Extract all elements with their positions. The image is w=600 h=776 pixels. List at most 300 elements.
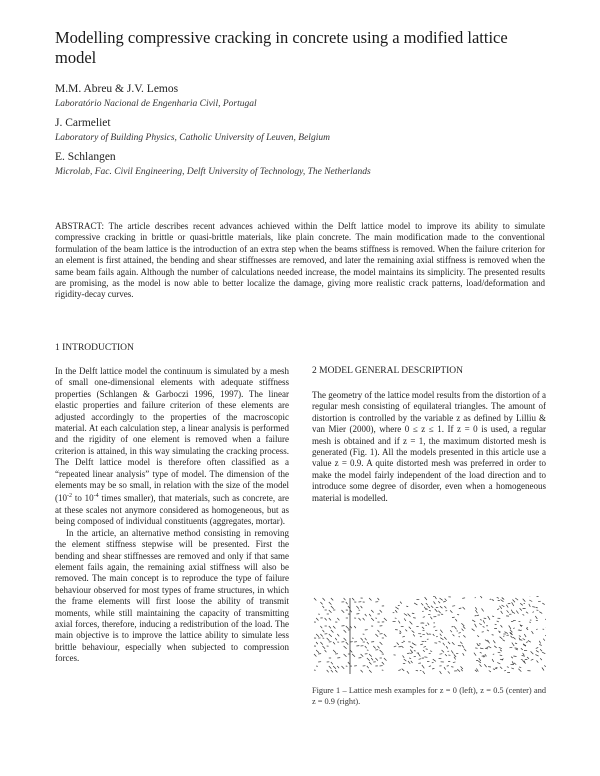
section-1-heading: 1 INTRODUCTION — [55, 343, 134, 353]
mesh-segment — [432, 668, 434, 669]
mesh-segment — [451, 650, 453, 653]
mesh-segment — [485, 640, 488, 642]
mesh-segment — [487, 630, 489, 631]
mesh-segment — [440, 606, 442, 608]
mesh-segment — [519, 636, 521, 637]
mesh-segment — [421, 603, 423, 605]
mesh-segment — [497, 621, 499, 622]
mesh-segment — [333, 642, 335, 644]
mesh-segment — [445, 599, 447, 601]
mesh-segment — [512, 643, 514, 647]
mesh-segment — [378, 630, 380, 632]
mesh-segment — [485, 654, 487, 656]
mesh-segment — [485, 648, 488, 649]
abstract: ABSTRACT: The article describes recent advances achieved within the Delft lattice model to improve its ability to simulate compressive cracking in brittle or quasi-brittle materials, like plain concrete. The main modification made to the conventional formulation of the beam lattice is the introduction of an extra step when the beams stiffness is removed. When the failure criterion for an element is first attained, the bending and shear stiffnesses are removed, and later the remaining axial stiffness is removed when the same beam fails again. Although the number of calculations needed increase, the model maintains its simplicity. The presented results are promising, as the model is now able to better localize the damage, giving more realistic crack patterns, load/deformation and rigidity-decay curves. — [55, 221, 545, 300]
mesh-segment — [510, 630, 512, 633]
mesh-segment — [320, 602, 322, 604]
mesh-segment — [407, 653, 410, 654]
mesh-segment — [511, 668, 514, 669]
mesh-segment — [371, 658, 373, 660]
mesh-segment — [498, 631, 500, 632]
mesh-segment — [337, 618, 339, 620]
mesh-segment — [452, 617, 455, 618]
mesh-segment — [346, 602, 348, 604]
mesh-segment — [333, 666, 336, 669]
mesh-segment — [348, 662, 350, 664]
mesh-segment — [371, 610, 373, 613]
mesh-segment — [509, 626, 511, 629]
lattice-mesh-figure — [312, 596, 546, 678]
mesh-segment — [450, 630, 452, 632]
paper-title: Modelling compressive cracking in concrete using a modified lattice model — [55, 28, 508, 67]
mesh-segment — [320, 634, 322, 637]
mesh-segment — [331, 598, 333, 600]
mesh-segment — [414, 603, 417, 605]
mesh-segment — [409, 658, 411, 659]
mesh-segment — [337, 666, 339, 668]
mesh-segment — [344, 630, 347, 633]
mesh-segment — [477, 635, 479, 636]
mesh-segment — [532, 631, 534, 634]
mesh-segment — [329, 618, 331, 620]
mesh-segment — [429, 666, 431, 667]
mesh-segment — [418, 653, 420, 656]
mesh-segment — [498, 652, 501, 653]
mesh-segment — [424, 607, 426, 610]
mesh-segment — [440, 654, 443, 655]
mesh-segment — [380, 642, 383, 645]
mesh-segment — [460, 642, 462, 644]
mesh-segment — [399, 633, 401, 634]
mesh-segment — [531, 659, 534, 660]
mesh-segment — [459, 608, 462, 609]
mesh-segment — [359, 618, 361, 620]
mesh-segment — [375, 634, 378, 637]
mesh-segment — [515, 643, 517, 644]
mesh-segment — [488, 616, 490, 620]
mesh-segment — [365, 646, 367, 648]
mesh-segment — [531, 651, 534, 654]
mesh-segment — [451, 667, 453, 668]
mesh-segment — [331, 670, 333, 672]
mesh-segment — [455, 619, 457, 621]
mesh-segment — [446, 646, 448, 648]
mesh-segment — [384, 658, 387, 661]
mesh-segment — [329, 634, 332, 637]
mesh-segment — [488, 640, 490, 643]
mesh-segment — [529, 622, 531, 623]
mesh-segment — [536, 650, 539, 652]
mesh-segment — [414, 645, 416, 646]
mesh-segment — [527, 657, 529, 659]
mesh-segment — [367, 666, 369, 668]
mesh-segment — [472, 629, 475, 631]
mesh-segment — [444, 637, 446, 640]
mesh-segment — [516, 649, 518, 650]
mesh-segment — [323, 646, 326, 649]
mesh-segment — [422, 634, 424, 635]
mesh-segment — [512, 661, 514, 664]
intro-text-c: times smaller), that materials, such as concrete, are at these scales not anymore considered as homogeneous, but as being composed of individual constituents (aggregates, mortar). — [55, 493, 289, 527]
mesh-segment — [494, 646, 496, 648]
mesh-segment — [457, 669, 460, 672]
author-2-name: J. Carmeliet — [55, 117, 111, 129]
mesh-segment — [410, 646, 413, 648]
mesh-segment — [365, 614, 367, 616]
mesh-segment — [500, 655, 503, 656]
mesh-segment — [483, 620, 485, 623]
mesh-segment — [408, 661, 410, 664]
mesh-segment — [442, 650, 444, 652]
mesh-segment — [369, 670, 372, 673]
intro-paragraph-2: In the article, an alternative method consisting in removing the element stiffness stepwise will be presented. First the bending and shear stiffnesses are removed and only if that same element fails again, the remaining axial stiffness will also be removed. The main concept is to reproduce the type of failure behaviour observed for most types of frame structures, in which the frame elements will first loose the ability of transmit moments, while still maintaining the capacity of transmitting axial forces, therefore, inducing a redistribution of the load. The main objective is to improve the lattice ability to simulate less brittle behaviour, especially when subjected to compression forces. — [55, 527, 289, 664]
mesh-segment — [320, 642, 322, 645]
section-1-body — [55, 366, 289, 665]
mesh-segment — [369, 654, 372, 657]
mesh-segment — [440, 638, 443, 640]
mesh-segment — [419, 659, 422, 660]
mesh-segment — [333, 650, 336, 653]
mesh-segment — [435, 609, 438, 612]
mesh-segment — [323, 630, 325, 632]
mesh-segment — [395, 607, 398, 609]
mesh-segment — [402, 669, 405, 671]
mesh-segment — [506, 605, 508, 608]
mesh-segment — [479, 624, 482, 625]
mesh-segment — [411, 661, 413, 663]
mesh-segment — [361, 606, 363, 608]
mesh-segment — [352, 598, 354, 600]
mesh-segment — [333, 626, 335, 629]
exponent-1: -2 — [67, 493, 72, 500]
mesh-segment — [398, 670, 401, 671]
mesh-segment — [405, 630, 407, 632]
mesh-segment — [382, 662, 384, 665]
mesh-segment — [380, 610, 382, 613]
mesh-segment — [403, 655, 405, 657]
mesh-segment — [320, 626, 322, 628]
mesh-segment — [492, 635, 494, 636]
mesh-segment — [448, 671, 450, 673]
mesh-segment — [356, 606, 359, 609]
mesh-segment — [492, 600, 494, 601]
mesh-segment — [461, 623, 464, 626]
mesh-segment — [424, 646, 426, 647]
mesh-segment — [342, 610, 345, 613]
mesh-segment — [443, 643, 445, 646]
mesh-segment — [461, 666, 463, 669]
mesh-segment — [523, 653, 525, 655]
mesh-segment — [413, 618, 416, 619]
mesh-segment — [513, 600, 516, 603]
mesh-segment — [462, 645, 464, 648]
mesh-segment — [425, 597, 427, 600]
mesh-segment — [472, 620, 475, 622]
mesh-segment — [522, 656, 525, 657]
mesh-segment — [369, 598, 371, 601]
mesh-segment — [493, 669, 495, 670]
mesh-segment — [499, 647, 502, 648]
mesh-segment — [478, 661, 481, 663]
mesh-segment — [477, 615, 479, 616]
mesh-segment — [342, 666, 345, 669]
mesh-segment — [316, 650, 319, 653]
mesh-segment — [428, 623, 430, 625]
mesh-segment — [529, 600, 532, 602]
mesh-segment — [501, 625, 503, 627]
mesh-segment — [452, 642, 455, 644]
mesh-segment — [519, 630, 521, 631]
mesh-segment — [502, 640, 504, 642]
mesh-segment — [513, 656, 516, 657]
mesh-segment — [384, 634, 387, 637]
mesh-segment — [454, 626, 456, 629]
mesh-segment — [429, 610, 431, 611]
mesh-segment — [523, 639, 525, 641]
mesh-segment — [452, 606, 455, 607]
mesh-segment — [510, 632, 512, 633]
mesh-segment — [511, 657, 513, 659]
mesh-segment — [529, 604, 531, 607]
mesh-segment — [443, 601, 446, 602]
mesh-segment — [542, 668, 544, 671]
author-3-name: E. Schlangen — [55, 151, 116, 163]
mesh-segment — [375, 658, 378, 661]
mesh-segment — [420, 644, 423, 645]
mesh-segment — [461, 669, 463, 671]
mesh-z-0.5 — [393, 597, 467, 674]
mesh-segment — [543, 639, 545, 641]
mesh-segment — [482, 656, 485, 657]
author-2-affiliation: Laboratory of Building Physics, Catholic University of Leuven, Belgium — [55, 133, 330, 143]
mesh-segment — [477, 643, 479, 646]
mesh-segment — [515, 598, 518, 600]
mesh-segment — [475, 607, 477, 610]
mesh-segment — [512, 612, 515, 614]
mesh-segment — [447, 666, 449, 667]
mesh-segment — [412, 613, 414, 614]
mesh-segment — [361, 638, 363, 641]
mesh-segment — [402, 646, 404, 648]
mesh-segment — [475, 616, 477, 617]
mesh-segment — [327, 638, 330, 641]
mesh-segment — [344, 638, 347, 641]
mesh-segment — [501, 611, 503, 614]
mesh-segment — [497, 597, 499, 598]
mesh-segment — [438, 611, 440, 613]
mesh-segment — [404, 614, 407, 616]
mesh-segment — [545, 619, 546, 621]
mesh-segment — [535, 616, 537, 619]
mesh-segment — [430, 651, 432, 652]
mesh-segment — [489, 647, 491, 648]
mesh-segment — [409, 627, 411, 629]
mesh-segment — [536, 648, 538, 649]
mesh-segment — [480, 664, 482, 666]
mesh-segment — [520, 603, 523, 605]
mesh-segment — [430, 617, 432, 620]
mesh-segment — [492, 659, 494, 662]
mesh-segment — [325, 650, 327, 652]
mesh-segment — [335, 670, 337, 672]
mesh-segment — [346, 626, 349, 629]
intro-paragraph-1 — [55, 366, 289, 528]
mesh-segment — [537, 661, 539, 663]
mesh-segment — [335, 638, 337, 640]
mesh-segment — [327, 670, 329, 672]
mesh-segment — [354, 626, 356, 628]
mesh-segment — [404, 618, 406, 621]
mesh-segment — [484, 664, 486, 667]
mesh-segment — [344, 654, 347, 657]
mesh-segment — [463, 607, 465, 609]
mesh-segment — [500, 667, 502, 669]
mesh-segment — [454, 657, 456, 660]
mesh-segment — [316, 634, 319, 637]
mesh-segment — [462, 629, 464, 631]
mesh-segment — [384, 618, 387, 621]
mesh-segment — [463, 653, 465, 656]
mesh-segment — [422, 627, 424, 629]
mesh-segment — [398, 621, 400, 624]
mesh-segment — [427, 633, 429, 635]
intro-text-a: In the Delft lattice model the continuum is simulated by a mesh of small one-dimensional elements with adequate stiffness properties (Schlangen & Garboczi 1996, 1997). The linear elastic properties and failure criterion of these elements are adjusted accordingly to the properties of the macroscopic material. At each calculation step, a linear analysis is performed and the rigidity of one element is removed when a failure criterion is attained, in this way simulating the cracking process. The Delft lattice model is therefore often classified as a “repeated linear analysis” type of model. The dimension of the elements may be so small, in relation with the size of the model (10 — [55, 366, 289, 504]
mesh-segment — [329, 610, 332, 613]
mesh-segment — [463, 626, 465, 628]
mesh-segment — [528, 640, 531, 642]
mesh-segment — [501, 600, 504, 602]
author-3-affiliation: Microlab, Fac. Civil Engineering, Delft University of Technology, The Netherlands — [55, 167, 371, 177]
mesh-segment — [500, 606, 502, 609]
mesh-segment — [448, 642, 450, 644]
mesh-segment — [410, 653, 413, 654]
mesh-segment — [406, 606, 408, 607]
mesh-segment — [464, 649, 466, 651]
mesh-segment — [493, 640, 495, 643]
mesh-segment — [463, 635, 465, 637]
mesh-segment — [507, 667, 509, 668]
mesh-segment — [542, 652, 545, 654]
mesh-segment — [329, 602, 332, 605]
mesh-segment — [511, 610, 512, 612]
mesh-segment — [423, 650, 425, 652]
mesh-segment — [524, 634, 526, 637]
mesh-segment — [367, 658, 370, 661]
mesh-segment — [416, 670, 418, 671]
mesh-segment — [515, 648, 518, 649]
mesh-segment — [545, 635, 546, 636]
mesh-segment — [450, 610, 452, 612]
mesh-segment — [505, 632, 508, 634]
mesh-segment — [440, 598, 443, 600]
mesh-segment — [331, 662, 333, 664]
mesh-segment — [423, 617, 425, 618]
mesh-z-0 — [314, 598, 387, 674]
mesh-segment — [544, 666, 546, 667]
mesh-segment — [513, 637, 515, 639]
mesh-segment — [489, 671, 491, 672]
mesh-segment — [475, 670, 477, 672]
mesh-segment — [483, 627, 485, 628]
mesh-segment — [410, 621, 413, 624]
mesh-segment — [371, 618, 374, 621]
mesh-segment — [407, 671, 409, 674]
mesh-segment — [513, 628, 515, 629]
mesh-segment — [325, 618, 327, 620]
mesh-segment — [542, 603, 544, 605]
mesh-segment — [440, 630, 442, 633]
mesh-segment — [431, 606, 433, 608]
mesh-segment — [426, 649, 428, 650]
mesh-segment — [323, 598, 326, 601]
mesh-segment — [479, 658, 481, 661]
mesh-segment — [526, 642, 528, 643]
mesh-segment — [363, 618, 365, 620]
mesh-segment — [512, 602, 514, 606]
figure-1-caption: Figure 1 – Lattice mesh examples for z = 0 (left), z = 0.5 (center) and z = 0.9 (right). — [312, 686, 546, 706]
mesh-segment — [523, 599, 526, 602]
mesh-segment — [453, 662, 456, 663]
mesh-segment — [413, 634, 415, 636]
mesh-segment — [497, 609, 499, 610]
mesh-segment — [540, 658, 542, 660]
mesh-segment — [439, 642, 441, 643]
mesh-segment — [361, 654, 364, 657]
mesh-segment — [444, 667, 446, 669]
mesh-segment — [538, 601, 541, 602]
mesh-segment — [434, 601, 436, 604]
mesh-segment — [502, 605, 505, 607]
mesh-segment — [475, 624, 477, 628]
section-2-body — [312, 390, 546, 504]
mesh-segment — [395, 610, 397, 613]
mesh-segment — [438, 601, 440, 603]
mesh-segment — [331, 630, 334, 633]
mesh-segment — [533, 612, 534, 613]
mesh-segment — [412, 631, 415, 633]
mesh-segment — [400, 631, 402, 633]
mesh-segment — [378, 646, 380, 648]
mesh-segment — [316, 618, 318, 621]
mesh-segment — [444, 606, 446, 608]
mesh-segment — [422, 665, 424, 668]
mesh-segment — [380, 650, 383, 653]
mesh-segment — [500, 637, 503, 639]
mesh-segment — [523, 614, 525, 615]
mesh-segment — [369, 614, 371, 616]
mesh-segment — [367, 642, 369, 644]
mesh-segment — [316, 642, 318, 644]
mesh-segment — [344, 598, 346, 600]
model-paragraph-1: The geometry of the lattice model results from the distortion of a regular mesh consisting of equilateral triangles. The amount of distortion is controlled by the variable z as defined by Lilliu & van Mier (2000), where 0 ≤ z ≤ 1. If z = 0 is used, a regular mesh is obtained and if z = 1, the maximum distorted mesh is generated (Fig. 1). All the models presented in this article use a value z = 0.9. A quite distorted mesh was preferred in order to make the model fairly independent of the load direction and to introduce some degree of disorder, even when a homogeneous material is modelled. — [312, 390, 546, 503]
mesh-segment — [426, 603, 428, 605]
exponent-2: -4 — [93, 493, 99, 500]
mesh-segment — [540, 649, 542, 651]
mesh-segment — [480, 652, 482, 653]
mesh-segment — [500, 650, 502, 652]
mesh-segment — [395, 618, 397, 619]
mesh-segment — [369, 662, 371, 665]
mesh-segment — [402, 636, 405, 637]
mesh-segment — [490, 599, 491, 600]
mesh-segment — [428, 606, 430, 608]
mesh-segment — [539, 612, 542, 614]
mesh-segment — [474, 653, 476, 656]
mesh-segment — [394, 646, 397, 647]
mesh-segment — [404, 659, 407, 661]
mesh-segment — [514, 663, 516, 665]
mesh-segment — [535, 655, 538, 657]
